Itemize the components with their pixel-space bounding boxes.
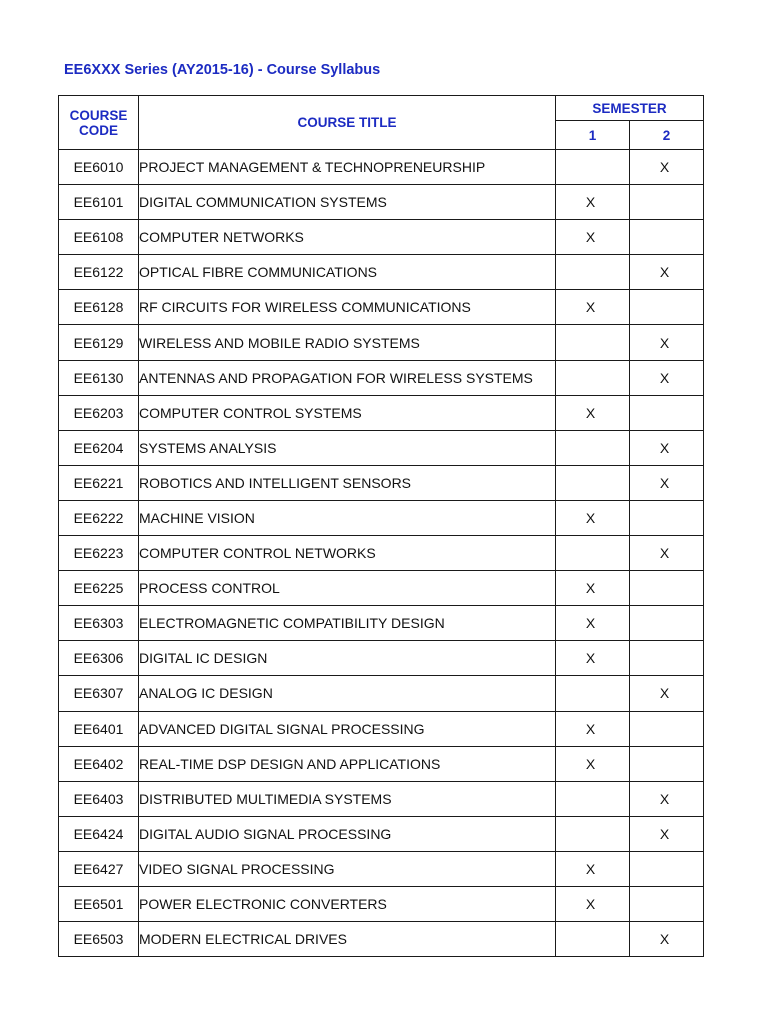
course-title-cell: POWER ELECTRONIC CONVERTERS xyxy=(139,886,556,921)
semester-1-cell xyxy=(556,676,630,711)
semester-1-cell xyxy=(556,641,630,676)
semester-1-cell xyxy=(556,746,630,781)
semester-2-mark: X xyxy=(659,264,670,281)
semester-2-mark: X xyxy=(659,685,670,702)
table-row xyxy=(59,290,704,325)
table-row xyxy=(59,781,704,816)
semester-1-header: 1 xyxy=(556,121,630,150)
course-title-header: COURSE TITLE xyxy=(139,96,556,150)
table-row xyxy=(59,395,704,430)
course-code-cell: EE6427 xyxy=(59,851,139,886)
course-code-cell: EE6306 xyxy=(59,641,139,676)
course-code-cell: EE6129 xyxy=(59,325,139,360)
semester-1-cell xyxy=(556,325,630,360)
semester-1-mark: X xyxy=(585,615,596,632)
table-row xyxy=(59,606,704,641)
course-title-cell: DIGITAL IC DESIGN xyxy=(139,641,556,676)
semester-2-cell xyxy=(630,886,704,921)
table-row xyxy=(59,746,704,781)
semester-1-mark: X xyxy=(585,194,596,211)
semester-1-cell xyxy=(556,220,630,255)
semester-1-mark: X xyxy=(585,580,596,597)
course-title-cell: WIRELESS AND MOBILE RADIO SYSTEMS xyxy=(139,325,556,360)
table-row xyxy=(59,500,704,535)
semester-1-cell xyxy=(556,430,630,465)
semester-2-mark: X xyxy=(659,825,670,842)
semester-1-cell xyxy=(556,465,630,500)
semester-2-cell xyxy=(630,255,704,290)
course-code-cell: EE6424 xyxy=(59,816,139,851)
table-row xyxy=(59,150,704,185)
semester-2-cell xyxy=(630,465,704,500)
semester-1-cell xyxy=(556,395,630,430)
semester-2-cell xyxy=(630,922,704,957)
table-row xyxy=(59,185,704,220)
semester-1-cell xyxy=(556,711,630,746)
table-header xyxy=(59,96,704,150)
course-title-cell: MODERN ELECTRICAL DRIVES xyxy=(139,922,556,957)
semester-2-mark: X xyxy=(659,790,670,807)
semester-1-cell xyxy=(556,781,630,816)
semester-1-mark: X xyxy=(585,509,596,526)
semester-2-cell xyxy=(630,290,704,325)
semester-2-cell xyxy=(630,711,704,746)
semester-2-mark: X xyxy=(659,334,670,351)
course-code-cell: EE6128 xyxy=(59,290,139,325)
semester-2-cell xyxy=(630,676,704,711)
semester-2-header: 2 xyxy=(630,121,704,150)
semester-2-cell xyxy=(630,781,704,816)
semester-2-cell xyxy=(630,360,704,395)
semester-2-mark: X xyxy=(659,159,670,176)
semester-1-mark: X xyxy=(585,229,596,246)
semester-1-cell xyxy=(556,886,630,921)
semester-2-cell xyxy=(630,150,704,185)
table-row xyxy=(59,851,704,886)
course-code-cell: EE6403 xyxy=(59,781,139,816)
table-row xyxy=(59,430,704,465)
document-title: EE6XXX Series (AY2015-16) - Course Syllabus xyxy=(64,62,381,78)
semester-1-cell xyxy=(556,185,630,220)
table-body xyxy=(59,150,704,957)
course-code-cell: EE6203 xyxy=(59,395,139,430)
course-code-cell: EE6221 xyxy=(59,465,139,500)
semester-1-mark: X xyxy=(585,755,596,772)
semester-2-cell xyxy=(630,536,704,571)
course-title-cell: ROBOTICS AND INTELLIGENT SENSORS xyxy=(139,465,556,500)
course-code-cell: EE6101 xyxy=(59,185,139,220)
table-row xyxy=(59,711,704,746)
semester-2-cell xyxy=(630,851,704,886)
course-title-cell: RF CIRCUITS FOR WIRELESS COMMUNICATIONS xyxy=(139,290,556,325)
course-title-cell: ANALOG IC DESIGN xyxy=(139,676,556,711)
semester-2-cell xyxy=(630,746,704,781)
semester-1-cell xyxy=(556,500,630,535)
table-row xyxy=(59,325,704,360)
table-row xyxy=(59,536,704,571)
semester-1-cell xyxy=(556,851,630,886)
course-title-cell: COMPUTER CONTROL SYSTEMS xyxy=(139,395,556,430)
semester-2-mark: X xyxy=(659,474,670,491)
course-code-cell: EE6402 xyxy=(59,746,139,781)
semester-1-mark: X xyxy=(585,299,596,316)
course-code-cell: EE6108 xyxy=(59,220,139,255)
table-row xyxy=(59,641,704,676)
table-row xyxy=(59,255,704,290)
semester-2-cell xyxy=(630,220,704,255)
semester-header: SEMESTER xyxy=(556,96,704,121)
semester-1-cell xyxy=(556,360,630,395)
semester-1-cell xyxy=(556,536,630,571)
semester-2-cell xyxy=(630,641,704,676)
course-title-cell: MACHINE VISION xyxy=(139,500,556,535)
semester-2-cell xyxy=(630,606,704,641)
course-title-cell: REAL-TIME DSP DESIGN AND APPLICATIONS xyxy=(139,746,556,781)
course-code-cell: EE6225 xyxy=(59,571,139,606)
semester-2-cell xyxy=(630,395,704,430)
semester-1-cell xyxy=(556,255,630,290)
table-row xyxy=(59,886,704,921)
course-title-cell: ADVANCED DIGITAL SIGNAL PROCESSING xyxy=(139,711,556,746)
semester-2-mark: X xyxy=(659,545,670,562)
table-row xyxy=(59,465,704,500)
course-code-cell: EE6223 xyxy=(59,536,139,571)
semester-1-mark: X xyxy=(585,896,596,913)
semester-2-cell xyxy=(630,816,704,851)
course-title-cell: DIGITAL COMMUNICATION SYSTEMS xyxy=(139,185,556,220)
course-code-cell: EE6303 xyxy=(59,606,139,641)
semester-2-mark: X xyxy=(659,931,670,948)
semester-1-cell xyxy=(556,816,630,851)
table-row xyxy=(59,922,704,957)
semester-2-mark: X xyxy=(659,369,670,386)
semester-1-mark: X xyxy=(585,650,596,667)
course-title-cell: COMPUTER NETWORKS xyxy=(139,220,556,255)
course-code-cell: EE6204 xyxy=(59,430,139,465)
table-row xyxy=(59,220,704,255)
semester-1-mark: X xyxy=(585,720,596,737)
semester-2-cell xyxy=(630,500,704,535)
course-title-cell: PROCESS CONTROL xyxy=(139,571,556,606)
semester-1-cell xyxy=(556,922,630,957)
course-code-cell: EE6401 xyxy=(59,711,139,746)
course-code-cell: EE6010 xyxy=(59,150,139,185)
course-title-cell: DIGITAL AUDIO SIGNAL PROCESSING xyxy=(139,816,556,851)
semester-1-cell xyxy=(556,150,630,185)
course-code-cell: EE6122 xyxy=(59,255,139,290)
semester-2-cell xyxy=(630,571,704,606)
course-title-cell: VIDEO SIGNAL PROCESSING xyxy=(139,851,556,886)
table-row xyxy=(59,571,704,606)
course-syllabus-table xyxy=(58,95,704,957)
course-code-cell: EE6130 xyxy=(59,360,139,395)
course-code-cell: EE6307 xyxy=(59,676,139,711)
course-title-cell: ANTENNAS AND PROPAGATION FOR WIRELESS SYSTEMS xyxy=(139,360,556,395)
table-row xyxy=(59,360,704,395)
course-code-cell: EE6503 xyxy=(59,922,139,957)
course-code-cell: EE6222 xyxy=(59,500,139,535)
semester-1-cell xyxy=(556,606,630,641)
semester-1-cell xyxy=(556,571,630,606)
course-title-cell: COMPUTER CONTROL NETWORKS xyxy=(139,536,556,571)
course-code-header: COURSE CODE xyxy=(59,96,139,150)
table-row xyxy=(59,816,704,851)
semester-1-mark: X xyxy=(585,404,596,421)
course-title-cell: SYSTEMS ANALYSIS xyxy=(139,430,556,465)
semester-2-cell xyxy=(630,430,704,465)
semester-2-cell xyxy=(630,325,704,360)
table-row xyxy=(59,676,704,711)
semester-2-mark: X xyxy=(659,439,670,456)
course-title-cell: OPTICAL FIBRE COMMUNICATIONS xyxy=(139,255,556,290)
semester-2-cell xyxy=(630,185,704,220)
semester-1-cell xyxy=(556,290,630,325)
course-code-cell: EE6501 xyxy=(59,886,139,921)
course-title-cell: PROJECT MANAGEMENT & TECHNOPRENEURSHIP xyxy=(139,150,556,185)
semester-1-mark: X xyxy=(585,860,596,877)
course-title-cell: DISTRIBUTED MULTIMEDIA SYSTEMS xyxy=(139,781,556,816)
course-title-cell: ELECTROMAGNETIC COMPATIBILITY DESIGN xyxy=(139,606,556,641)
